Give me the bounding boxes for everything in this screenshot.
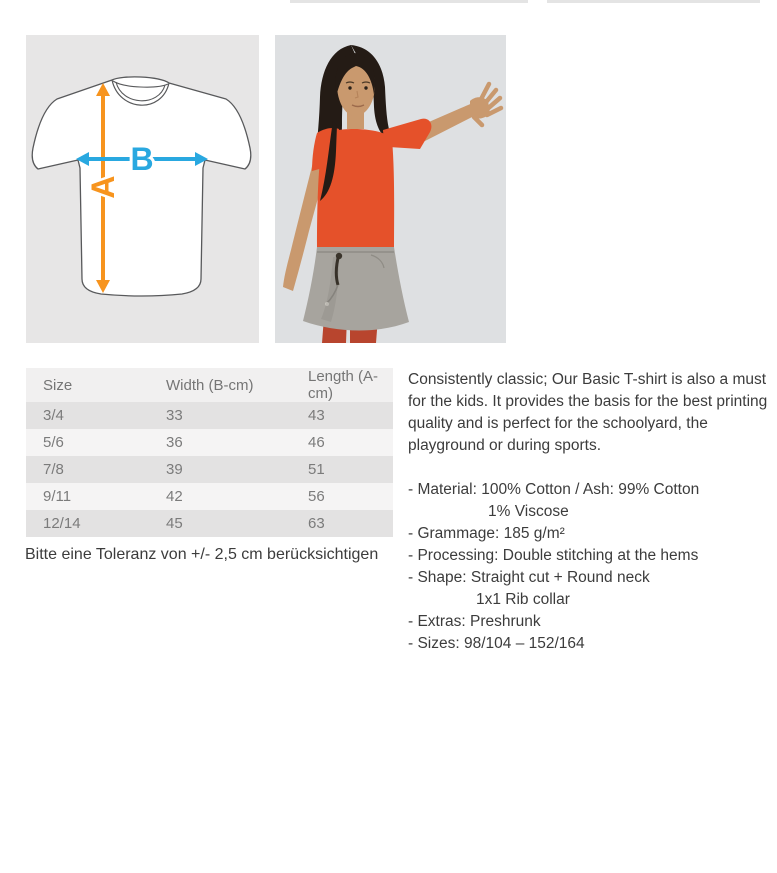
size-table-header-row [26,368,393,402]
tshirt-sleeve-right [383,119,431,149]
spec-line: 1x1 Rib collar [476,591,570,608]
table-cell: 45 [166,515,183,532]
table-cell: 3/4 [43,407,64,424]
table-row [26,456,393,483]
table-cell: 36 [166,434,183,451]
table-cell: 7/8 [43,461,64,478]
tolerance-note: Bitte eine Toleranz von +/- 2,5 cm berücksichtigen [25,546,379,563]
spec-line: - Extras: Preshrunk [408,613,541,630]
top-cropped-fragment [547,0,760,3]
spec-line: - Grammage: 185 g/m² [408,525,565,542]
spec-line: 1% Viscose [488,503,569,520]
table-row [26,402,393,429]
tshirt-outline [32,77,251,296]
description-intro: Consistently classic; Our Basic T-shirt is also a must for the kids. It provides the basis for the best printing quality and is perfect for the schoolyard, the playground or during sports. [408,371,768,454]
table-cell: 43 [308,407,325,424]
column-header-width: Width (B-cm) [149,368,291,402]
tshirt-measurement-diagram-image [26,35,259,343]
size-table [26,368,393,537]
product-photo-panel [275,35,506,343]
product-photo-girl-wearing-tshirt [275,35,506,343]
table-cell: 42 [166,488,183,505]
table-cell: 12/14 [43,515,81,532]
table-row [26,429,393,456]
denim-skirt [303,247,409,331]
hand-palm [470,97,490,118]
spec-list [408,479,768,655]
product-description [408,369,768,655]
table-row [26,483,393,510]
table-cell: 39 [166,461,183,478]
table-row [26,510,393,537]
spec-line: - Sizes: 98/104 – 152/164 [408,635,585,652]
length-label: A [85,175,121,199]
table-cell: 51 [308,461,325,478]
table-cell: 46 [308,434,325,451]
table-cell: 63 [308,515,325,532]
spec-line: - Processing: Double stitching at the hems [408,547,699,564]
size-diagram-panel [26,35,259,343]
spec-line: - Shape: Straight cut + Round neck [408,569,650,586]
table-cell: 56 [308,488,325,505]
column-header-size: Size [26,368,149,402]
table-cell: 33 [166,407,183,424]
width-label: B [130,141,154,177]
table-cell: 9/11 [43,488,72,505]
column-header-length: Length (A-cm) [291,368,393,402]
table-cell: 5/6 [43,434,64,451]
top-cropped-fragment [290,0,528,3]
spec-line: - Material: 100% Cotton / Ash: 99% Cotton [408,481,700,498]
